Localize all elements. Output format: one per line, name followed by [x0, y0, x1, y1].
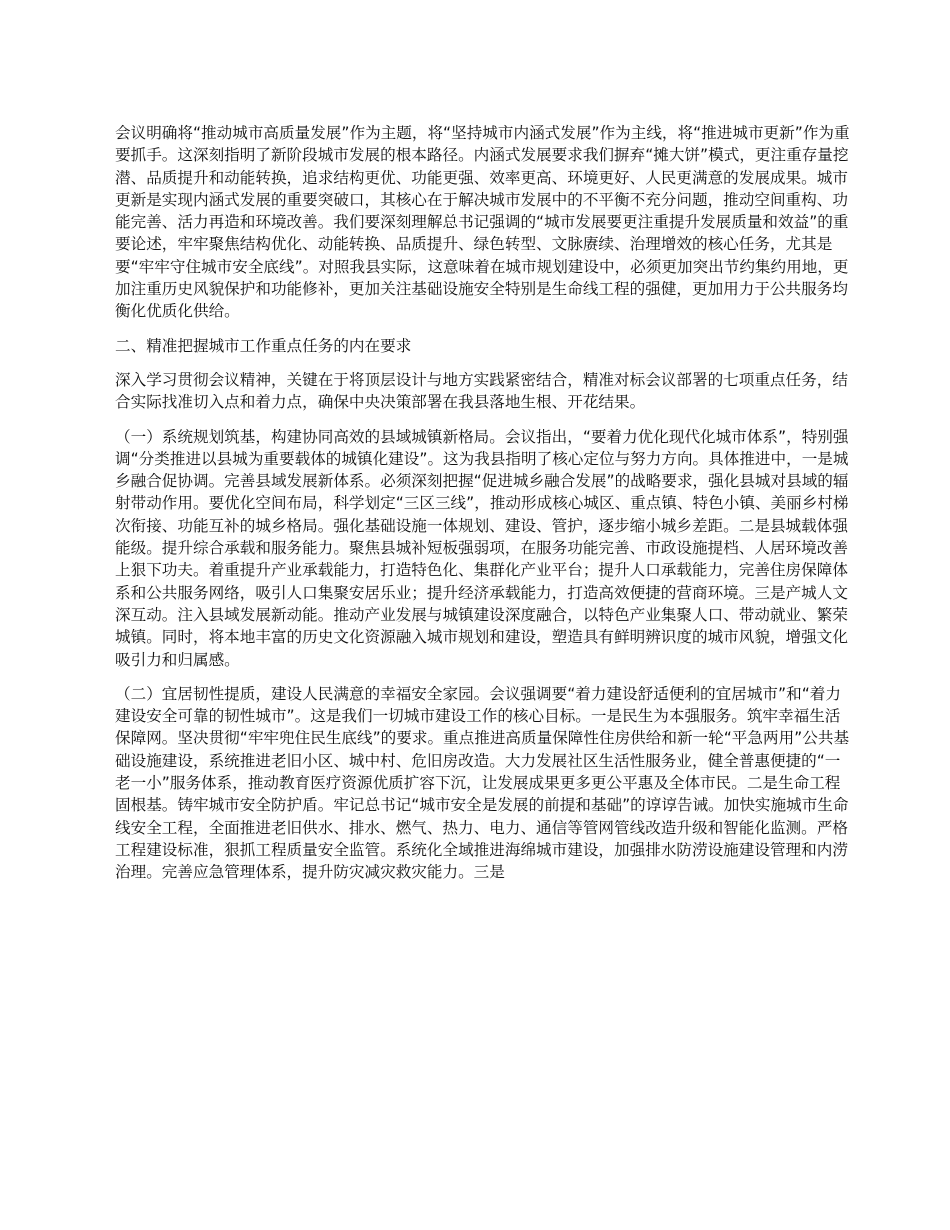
paragraph-section-intro: 深入学习贯彻会议精神，关键在于将顶层设计与地方实践紧密结合，精准对标会议部署的七项重点任务，结合实际找准切入点和着力点，确保中央决策部署在我县落地生根、开花结果。	[115, 370, 848, 412]
paragraph-intro: 会议明确将“推动城市高质量发展”作为主题，将“坚持城市内涵式发展”作为主线，将“推进城市更新”作为重要抓手。这深刻指明了新阶段城市发展的根本路径。内涵式发展要求我们摒弃“摊大饼”模式，更注重存量挖潜、品质提升和动能转换，追求结构更优、功能更强、效率更高、环境更好、人民更满意的发展成果。城市更新是实现内涵式发展的重要突破口，其核心在于解决城市发展中的不平衡不充分问题，推动空间重构、功能完善、活力再造和环境改善。我们要深刻理解总书记强调的“城市发展要更注重提升发展质量和效益”的重要论述，牢牢聚焦结构优化、动能转换、品质提升、绿色转型、文脉赓续、治理增效的核心任务，尤其是要“牢牢守住城市安全底线”。对照我县实际，这意味着在城市规划建设中，必须更加突出节约集约用地，更加注重历史风貌保护和功能修补，更加关注基础设施安全特别是生命线工程的强健，更加用力于公共服务均衡化优质化供给。	[115, 124, 850, 321]
document-body	[115, 122, 855, 896]
paragraph-task-one: （一）系统规划筑基，构建协同高效的县域城镇新格局。会议指出，“要着力优化现代化城市体系”，特别强调“分类推进以县城为重要载体的城镇化建设”。这为我县指明了核心定位与努力方向。具体推进中，一是城乡融合促协调。完善县域发展新体系。必须深刻把握“促进城乡融合发展”的战略要求，强化县城对县域的辐射带动作用。要优化空间布局，科学划定“三区三线”，推动形成核心城区、重点镇、特色小镇、美丽乡村梯次衔接、功能互补的城乡格局。强化基础设施一体规划、建设、管护，逐步缩小城乡差距。二是县城载体强能级。提升综合承载和服务能力。聚焦县城补短板强弱项，在服务功能完善、市政设施提档、人居环境改善上狠下功夫。着重提升产业承载能力，打造特色化、集群化产业平台；提升人口承载能力，完善住房保障体系和公共服务网络，吸引人口集聚安居乐业；提升经济承载能力，打造高效便捷的营商环境。三是产城人文深互动。注入县域发展新动能。推动产业发展与城镇建设深度融合，以特色产业集聚人口、带动就业、繁荣城镇。同时，将本地丰富的历史文化资源融入城市规划和建设，塑造具有鲜明辨识度的城市风貌，增强文化吸引力和归属感。	[115, 427, 849, 669]
paragraph-task-two: （二）宜居韧性提质，建设人民满意的幸福安全家园。会议强调要“着力建设舒适便利的宜居城市”和“着力建设安全可靠的韧性城市”。这是我们一切城市建设工作的核心目标。一是民生为本强服务。筑牢幸福生活保障网。坚决贯彻“牢牢兜住民生底线”的要求。重点推进高质量保障性住房供给和新一轮“平急两用”公共基础设施建设，系统推进老旧小区、城中村、危旧房改造。大力发展社区生活性服务业，健全普惠便捷的“一老一小”服务体系，推动教育医疗资源优质扩容下沉，让发展成果更多更公平惠及全体市民。二是生命工程固根基。铸牢城市安全防护盾。牢记总书记“城市安全是发展的前提和基础”的谆谆告诫。加快实施城市生命线安全工程，全面推进老旧供水、排水、燃气、热力、电力、通信等管网管线改造升级和智能化监测。严格工程建设标准，狠抓工程质量安全监管。系统化全域推进海绵城市建设，加强排水防涝设施建设管理和内涝治理。完善应急管理体系，提升防灾减灾救灾能力。三是	[115, 684, 850, 882]
section-heading: 二、精准把握城市工作重点任务的内在要求	[115, 336, 412, 355]
